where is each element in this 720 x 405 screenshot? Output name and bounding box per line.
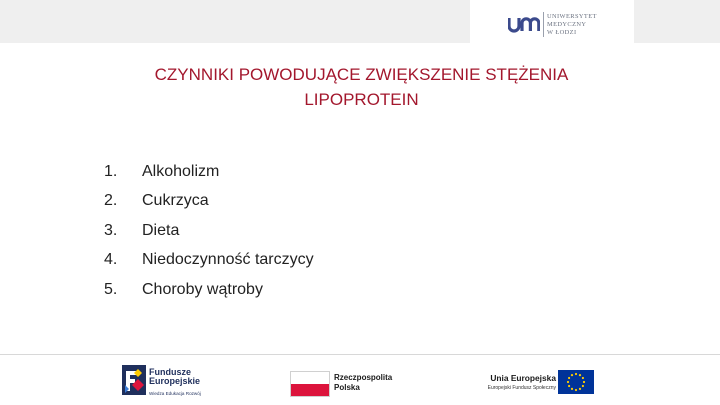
slide-title-line-1: CZYNNIKI POWODUJĄCE ZWIĘKSZENIE STĘŻENIA — [154, 65, 569, 84]
unia-line-1: Unia Europejska — [490, 373, 556, 383]
list-item — [104, 157, 314, 187]
list-item-number: 5. — [104, 280, 118, 298]
list-item-text: Alkoholizm — [142, 162, 220, 180]
fundusze-europejskie-logo-text — [149, 368, 201, 398]
university-name — [547, 13, 629, 37]
university-name-line-1: UNIWERSYTET — [547, 13, 597, 20]
list-item — [104, 216, 314, 246]
slide-title — [100, 62, 623, 112]
rzeczpospolita-polska-logo-text — [334, 373, 392, 393]
flag-white-stripe — [291, 372, 329, 384]
unia-subtitle: Europejski Fundusz Społeczny — [487, 385, 556, 391]
polish-flag-icon — [290, 371, 330, 397]
university-name-line-2: MEDYCZNY — [547, 21, 587, 28]
um-logo-icon — [508, 15, 540, 33]
header-bar — [0, 0, 720, 43]
list-item-number: 4. — [104, 251, 118, 269]
fundusze-subtitle: Wiedza Edukacja Rozwój — [149, 391, 201, 396]
fundusze-line-1: Fundusze — [149, 367, 191, 377]
list-item-text: Cukrzyca — [142, 192, 209, 210]
list-item — [104, 275, 314, 305]
university-name-line-3: W ŁODZI — [547, 29, 577, 36]
list-item-number: 2. — [104, 192, 118, 210]
factor-list — [104, 157, 314, 305]
university-logo — [470, 0, 634, 43]
list-item-number: 1. — [104, 162, 118, 180]
list-item — [104, 246, 314, 276]
flag-red-stripe — [291, 384, 329, 396]
unia-europejska-logo-text — [474, 373, 556, 393]
footer-divider — [0, 354, 720, 355]
rzeczpospolita-line-2: Polska — [334, 383, 360, 392]
logo-divider — [543, 12, 544, 37]
funding-logos — [0, 360, 720, 405]
list-item-number: 3. — [104, 221, 118, 239]
rzeczpospolita-line-1: Rzeczpospolita — [334, 373, 393, 382]
fundusze-line-2: Europejskie — [149, 376, 201, 386]
slide-title-line-2: LIPOPROTEIN — [304, 90, 419, 109]
list-item — [104, 187, 314, 217]
eu-flag-icon — [558, 370, 594, 394]
list-item-text: Niedoczynność tarczycy — [142, 251, 314, 269]
eu-funds-star-icon — [122, 365, 146, 395]
list-item-text: Dieta — [142, 221, 180, 239]
list-item-text: Choroby wątroby — [142, 280, 263, 298]
